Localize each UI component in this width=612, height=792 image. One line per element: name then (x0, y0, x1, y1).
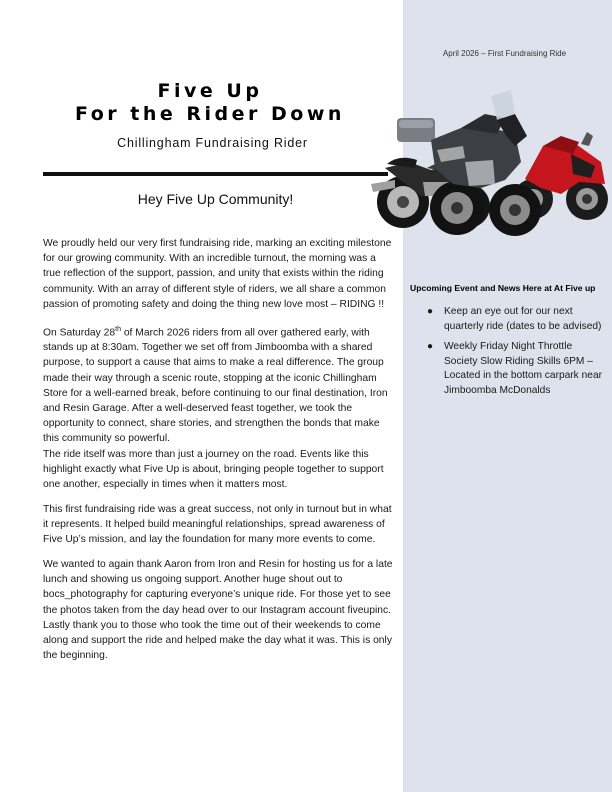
motorcycles-illustration (365, 84, 610, 244)
article-paragraph: We proudly held our very first fundraising ride, marking an exciting milestone for our growing community. With an incredible turnout, the morning was a true reflection of the support, passion, and unity that exists within the riding community. With an array of different style of riders, we all share a common passion of promoting safety and doing the thing new love most – RIDING !! (43, 238, 392, 310)
upcoming-events-list (410, 305, 606, 404)
article-text: of March 2026 riders from all over gathered early, with stands up at 8:30am. Together we set off from Jimboomba with a shared purpose, to support a cause that aims to make a real difference. The group made their way through a scenic route, stopping at the iconic Chillingham Store for a well-earned break, before continuing to our final destination, Iron and Resin Garage. After a well-deserved feast together, we took the opportunity to connect, share stories, and strengthen the bonds that make this community so powerful. (43, 327, 388, 445)
newsletter-subtitle: Chillingham Fundraising Rider (117, 136, 308, 150)
list-item-text: Weekly Friday Night Throttle Society Slow Riding Skills 6PM – Located in the bottom carpark near Jimboomba McDonalds (444, 341, 603, 396)
title-divider (43, 172, 388, 176)
upcoming-events-heading: Upcoming Event and News Here at At Five up (410, 283, 596, 293)
article-paragraph (43, 322, 393, 447)
title-line-2: For the Rider Down (75, 103, 345, 125)
article-paragraph: We wanted to again thank Aaron from Iron and Resin for hosting us for a late lunch and showing us ongoing support. Another huge shout out to bocs_photography for capturing everyone’s unique ride. For those yet to see the photos taken from the day head over to our Instagram account fiveupinc. (43, 559, 393, 616)
greeting-heading: Hey Five Up Community! (137, 191, 294, 207)
article-paragraph: Lastly thank you to those who took the time out of their weekends to come along and support the ride and helped make the day what it was. This is only the beginning. (43, 619, 392, 662)
bullet-icon: ● (427, 306, 434, 317)
list-item (410, 340, 606, 398)
title-line-1: Five Up (157, 80, 263, 102)
ordinal-suffix: th (115, 325, 121, 333)
article-paragraph: The ride itself was more than just a journey on the road. Events like this highlight exactly what Five Up is about, bringing people together to support one another, especially in times when it matters most. (43, 448, 384, 491)
issue-date: April 2026 – First Fundraising Ride (442, 49, 567, 58)
paragraph-gap (43, 547, 393, 557)
paragraph-gap (43, 312, 393, 322)
newsletter-title (40, 80, 380, 126)
article-paragraph: This first fundraising ride was a great success, not only in turnout but in what it represents. It helped build meaningful relationships, spread awareness of Five Up’s mission, and lay the foundation for many more events to come. (43, 503, 392, 546)
article-text: On Saturday 28 (43, 327, 116, 339)
list-item (410, 305, 606, 334)
article-body (43, 236, 393, 663)
bullet-icon: ● (427, 341, 434, 352)
list-item-text: Keep an eye out for our next quarterly ride (dates to be advised) (444, 306, 602, 332)
paragraph-gap (43, 492, 393, 502)
